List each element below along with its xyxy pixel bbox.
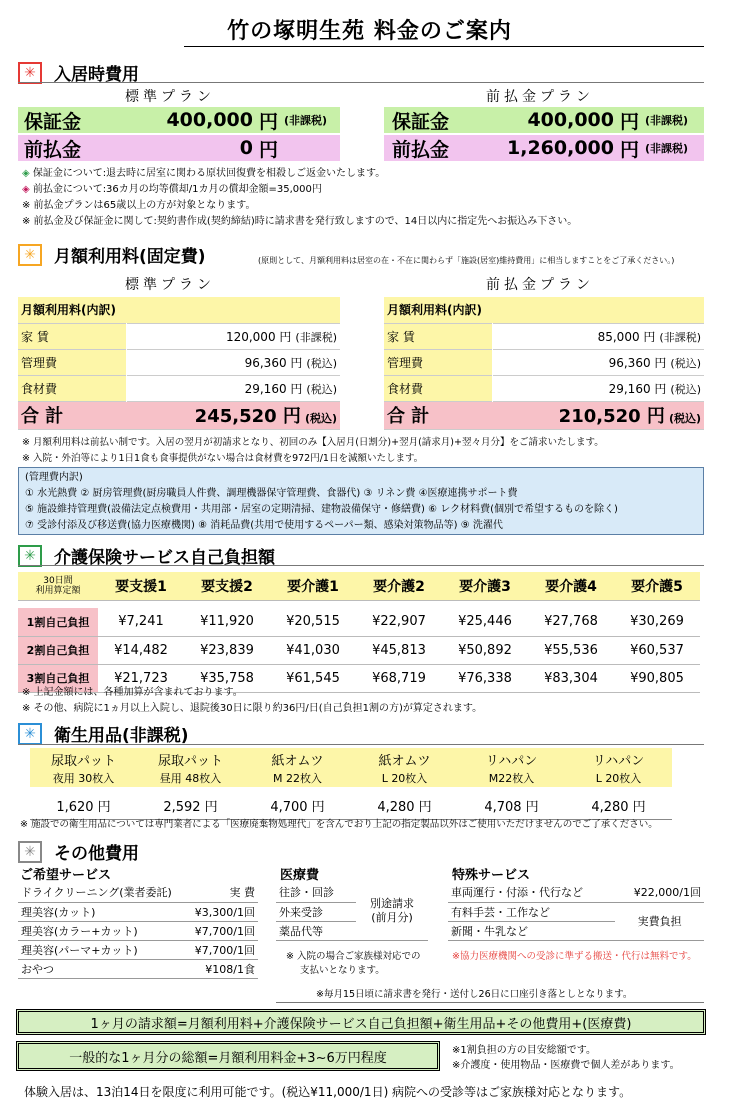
orange-asterisk-icon: ✳ bbox=[18, 244, 42, 266]
prepaid-deposit-row: 保証金 400,000 円 (非課税) bbox=[384, 107, 704, 133]
special-title: 特殊サービス bbox=[452, 868, 531, 883]
hygiene-table: 尿取パット 尿取パット 紙オムツ 紙オムツ リハパン リハパン 夜用 30枚入 昼用 48枚入 M 22枚入 L 20枚入 M22枚入 L 20枚入 1,620 円 2,592 円 4,700 円 4,280 円 4,708 円 4,280 円 bbox=[30, 748, 672, 820]
monthly-note-2: ※ 入院・外泊等により1日1食も食事提供がない場合は食材費を972円/1日を減額いたします。 bbox=[22, 453, 424, 464]
wish-service-table bbox=[18, 883, 258, 979]
move-in-note-1: ◈ 保証金について:退去時に居室に関わる原状回復費を相殺しご返金いたします。 bbox=[22, 168, 386, 179]
plan-standard-label: 標準プラン bbox=[125, 277, 215, 293]
section-other bbox=[18, 839, 139, 864]
table-row: ドライクリーニング(業者委託) 実 費 bbox=[18, 883, 258, 902]
medical-title: 医療費 bbox=[280, 868, 320, 883]
table-row: 理美容(カラー+カット) ¥7,700/1回 bbox=[18, 921, 258, 940]
move-in-note-3: ※ 前払金プランは65歳以上の方が対象となります。 bbox=[22, 200, 256, 211]
trial-stay-note: 体験入居は、13泊14日を限度に利用可能です。(税込¥11,000/1日) 病院への受診等はご家族様対応となります。 bbox=[24, 1085, 632, 1099]
table-row: 食材費 29,160 円 (税込) bbox=[384, 375, 704, 401]
hygiene-note: ※ 施設での衛生用品については専門業者による「医療廃棄物処理代」を含んでおり上記の指定製品以外はご使用いただけませんのでご了承ください。 bbox=[20, 819, 658, 830]
section-line bbox=[18, 565, 704, 566]
green-asterisk-icon: ✳ bbox=[18, 545, 42, 567]
typical-notes: ※1割負担の方の目安総額です。 ※介護度・使用物品・医療費で個人差があります。 bbox=[452, 1045, 680, 1071]
care-note-2: ※ その他、病院に1ヵ月以上入院し、退院後30日に限り約36円/日(自己負担1割の方)が算定されます。 bbox=[22, 703, 483, 714]
billing-note: ※毎月15日頃に請求書を発行・送付し26日に口座引き落としとなります。 bbox=[316, 989, 633, 1000]
prepaid-prepay-row: 前払金 1,260,000 円 (非課税) bbox=[384, 135, 704, 161]
section-title: 衛生用品(非課税) bbox=[54, 726, 189, 746]
table-row: 薬品代等 bbox=[276, 921, 428, 940]
total-row: 合 計 210,520 円 (税込) bbox=[384, 401, 704, 429]
monthly-standard-table: 月額利用料(内訳) 家 賃 120,000 円 (非課税) 管理費 96,360 円 (税込) 食材費 29,160 円 (税込) 合 計 245,520 円 (税込) bbox=[18, 297, 340, 430]
standard-prepay-row: 前払金 0 円 bbox=[18, 135, 340, 161]
diamond-icon: ◈ bbox=[22, 184, 30, 195]
total-row: 合 計 245,520 円 (税込) bbox=[18, 401, 340, 429]
plan-prepaid-label: 前払金プラン bbox=[486, 277, 594, 293]
divider bbox=[276, 1002, 704, 1003]
wish-title: ご希望サービス bbox=[20, 868, 112, 883]
section-title: 介護保険サービス自己負担額 bbox=[54, 548, 275, 568]
diamond-icon: ◈ bbox=[22, 168, 30, 179]
table-row: おやつ ¥108/1食 bbox=[18, 959, 258, 978]
table-row: 管理費 96,360 円 (税込) bbox=[18, 349, 340, 375]
medical-note: ※ 入院の場合ご家族様対応での 支払いとなります。 bbox=[286, 951, 421, 976]
section-hygiene bbox=[18, 721, 189, 746]
special-note: ※協力医療機関への受診に準ずる搬送・代行は無料です。 bbox=[452, 951, 697, 962]
page-title: 竹の塚明生苑 料金のご案内 bbox=[227, 19, 512, 44]
table-row: 家 賃 120,000 円 (非課税) bbox=[18, 323, 340, 349]
section-title: 月額利用料(固定費) bbox=[54, 247, 206, 267]
table-row: 理美容(パーマ+カット) ¥7,700/1回 bbox=[18, 940, 258, 959]
move-in-note-2: ◈ 前払金について:36カ月の均等償却/1カ月の償却金額=35,000円 bbox=[22, 184, 322, 195]
section-title: 入居時費用 bbox=[54, 65, 139, 85]
table-row: 往診・回診 別途請求 (前月分) bbox=[276, 883, 428, 902]
care-cost-table: 30日間 利用算定額 要支援1 要支援2 要介護1 要介護2 要介護3 要介護4 要介護5 1割自己負担 ¥7,241 ¥11,920 ¥20,515 ¥22,907 ¥25,446 ¥27,768 ¥30,269 2割自己負担 ¥14,482 ¥23,839 ¥41,030 ¥45,813 ¥50,892 ¥55,536 ¥60,537 3割自己負担 ¥21,723 ¥35,758 ¥61,545 ¥68,719 ¥76,338 ¥83,304 ¥90,805 bbox=[18, 572, 700, 693]
plan-standard-label: 標準プラン bbox=[125, 89, 215, 105]
red-asterisk-icon: ✳ bbox=[18, 62, 42, 84]
monthly-formula-box: 1ヶ月の請求額=月額利用料+介護保険サービス自己負担額+衛生用品+その他費用+(医療費) bbox=[16, 1009, 706, 1035]
table-row: 3割自己負担 ¥21,723 ¥35,758 ¥61,545 ¥68,719 ¥76,338 ¥83,304 ¥90,805 bbox=[18, 664, 700, 692]
management-fee-breakdown: (管理費内訳) ① 水光熱費 ② 厨房管理費(厨房職員人件費、調理機器保守管理費、食器代) ③ リネン費 ④医療連携サポート費 ⑤ 施設維持管理費(設備法定点検費用・共用部・居室の定期清掃、建物設備保守・修繕費) ⑥ レク材料費(個別で希望するものを除く) ⑦ 受診付添及び移送費(協力医療機関) ⑧ 消耗品費(共用で使用するペーパー類、感染対策物品等) ⑨ 洗濯代 bbox=[18, 467, 704, 535]
table-row: 1割自己負担 ¥7,241 ¥11,920 ¥20,515 ¥22,907 ¥25,446 ¥27,768 ¥30,269 bbox=[18, 608, 700, 636]
table-row: 管理費 96,360 円 (税込) bbox=[384, 349, 704, 375]
standard-deposit-row: 保証金 400,000 円 (非課税) bbox=[18, 107, 340, 133]
care-note-1: ※ 上記金額には、各種加算が含まれております。 bbox=[22, 687, 243, 698]
section-line bbox=[18, 744, 704, 745]
plan-prepaid-label: 前払金プラン bbox=[486, 89, 594, 105]
table-row: 車両運行・付添・代行など ¥22,000/1回 bbox=[448, 883, 704, 902]
monthly-prepaid-table: 月額利用料(内訳) 家 賃 85,000 円 (非課税) 管理費 96,360 円 (税込) 食材費 29,160 円 (税込) 合 計 210,520 円 (税込) bbox=[384, 297, 704, 430]
move-in-note-4: ※ 前払金及び保証金に関して:契約書作成(契約締結)時に請求書を発行致しますので、14日以内に指定先へお振込み下さい。 bbox=[22, 216, 578, 227]
table-row: 食材費 29,160 円 (税込) bbox=[18, 375, 340, 401]
monthly-note: (原則として、月額利用料は居室の在・不在に関わらず「施設(居室)維持費用」に相当しますことをご了承ください。) bbox=[258, 256, 675, 265]
title-underline bbox=[184, 46, 704, 47]
table-row: 2割自己負担 ¥14,482 ¥23,839 ¥41,030 ¥45,813 ¥50,892 ¥55,536 ¥60,537 bbox=[18, 636, 700, 664]
table-row: 1,620 円 2,592 円 4,700 円 4,280 円 4,708 円 4,280 円 bbox=[30, 793, 672, 819]
monthly-note-1: ※ 月額利用料は前払い制です。入居の翌月が初請求となり、初回のみ【入居月(日割分)+翌月(請求月)+翌々月分】をご請求いたします。 bbox=[22, 437, 604, 448]
section-title: その他費用 bbox=[54, 844, 139, 864]
table-row: 理美容(カット) ¥3,300/1回 bbox=[18, 902, 258, 921]
typical-total-box: 一般的な1ヶ月分の総額=月額利用料金+3~6万円程度 bbox=[16, 1041, 440, 1071]
special-service-table bbox=[448, 883, 704, 941]
table-row: 家 賃 85,000 円 (非課税) bbox=[384, 323, 704, 349]
table-row: 新聞・牛乳など bbox=[448, 921, 704, 940]
table-row: 外来受診 bbox=[276, 902, 428, 921]
blue-asterisk-icon: ✳ bbox=[18, 723, 42, 745]
medical-table bbox=[276, 883, 428, 941]
section-monthly bbox=[18, 242, 206, 267]
section-line bbox=[18, 82, 704, 83]
gray-asterisk-icon: ✳ bbox=[18, 841, 42, 863]
table-row: 有料手芸・工作など 実費負担 bbox=[448, 902, 704, 921]
